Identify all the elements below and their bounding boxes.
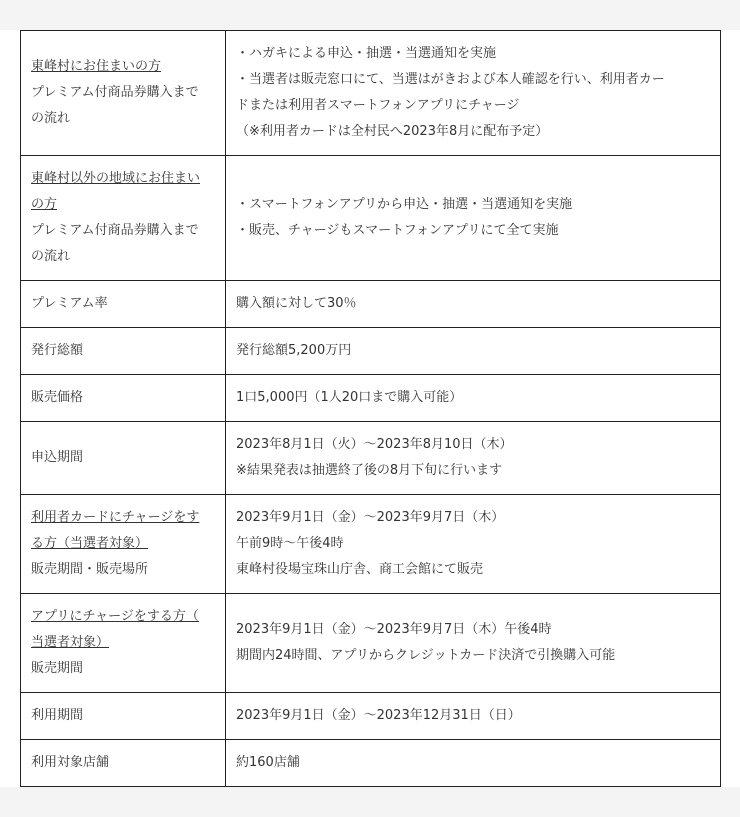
row-label-line: の流れ [31,249,71,264]
row-value-line: ・ハガキによる申込・抽選・当選通知を実施 [236,46,497,61]
row-label [21,594,226,693]
row-value-line: 期間内24時間、アプリからクレジットカード決済で引換購入可能 [236,648,616,663]
row-value-line: 購入額に対して30％ [236,296,357,311]
row-label-line: プレミアム率 [31,296,108,311]
row-label-line: 利用者カードにチャージをす [31,510,200,525]
document-sheet [0,30,740,787]
row-label [21,422,226,495]
row-label [21,375,226,422]
table-row [21,375,721,422]
row-label-line: 発行総額 [31,343,84,358]
row-value-line: ・当選者は販売窓口にて、当選はがきおよび本人確認を行い、利用者カー [236,72,665,87]
row-label-line: 利用期間 [31,708,84,723]
row-value [226,328,721,375]
row-label-line: の流れ [31,111,71,126]
row-label-line: 販売期間・販売場所 [31,562,149,577]
row-label-line: 東峰村以外の地域にお住まい [31,171,201,186]
row-value [226,594,721,693]
row-label [21,495,226,594]
row-value [226,31,721,156]
table-row [21,156,721,281]
row-label-line: プレミアム付商品券購入まで [31,223,199,238]
row-label [21,31,226,156]
row-value-line: 午前9時～午後4時 [236,536,344,551]
row-value-line: 2023年9月1日（金）～2023年9月7日（木）午後4時 [236,622,552,637]
info-table [20,30,721,787]
row-value-line: ドまたは利用者スマートフォンアプリにチャージ [236,98,520,113]
row-label-line: 利用対象店舗 [31,755,110,770]
row-value [226,281,721,328]
info-table-body [21,31,721,787]
row-label [21,693,226,740]
row-value-line: 2023年8月1日（火）～2023年8月10日（木） [236,437,513,452]
row-value [226,693,721,740]
row-label [21,740,226,787]
table-row [21,422,721,495]
table-row [21,693,721,740]
row-value-line: 東峰村役場宝珠山庁舎、商工会館にて販売 [236,562,484,577]
row-label-line: 販売価格 [31,390,84,405]
row-label [21,281,226,328]
row-label-line: の方 [31,197,58,212]
row-value [226,156,721,281]
row-label-line: 販売期間 [31,661,84,676]
table-row [21,594,721,693]
row-value [226,375,721,422]
row-label-line: る方（当選者対象） [31,536,149,551]
row-value-line: 発行総額5,200万円 [236,343,352,358]
row-label-line: 東峰村にお住まいの方 [31,59,162,74]
row-label [21,328,226,375]
row-label-line: アプリにチャージをする方（ [31,609,199,624]
table-row [21,328,721,375]
table-row [21,281,721,328]
row-value [226,740,721,787]
table-row [21,495,721,594]
row-value-line: 2023年9月1日（金）～2023年12月31日（日） [236,708,521,723]
row-value-line: ・スマートフォンアプリから申込・抽選・当選通知を実施 [236,197,573,212]
row-value [226,422,721,495]
row-label-line: 申込期間 [31,450,84,465]
row-label-line: プレミアム付商品券購入まで [31,85,199,100]
row-label-line: 当選者対象） [31,635,110,650]
table-row [21,31,721,156]
row-label [21,156,226,281]
row-value [226,495,721,594]
row-value-line: ※結果発表は抽選終了後の8月下旬に行います [236,463,503,478]
row-value-line: （※利用者カードは全村民へ2023年8月に配布予定） [236,124,549,139]
row-value-line: 1口5,000円（1人20口まで購入可能） [236,390,463,405]
row-value-line: ・販売、チャージもスマートフォンアプリにて全て実施 [236,223,559,238]
row-value-line: 約160店舗 [236,755,300,770]
row-value-line: 2023年9月1日（金）～2023年9月7日（木） [236,510,505,525]
table-row [21,740,721,787]
